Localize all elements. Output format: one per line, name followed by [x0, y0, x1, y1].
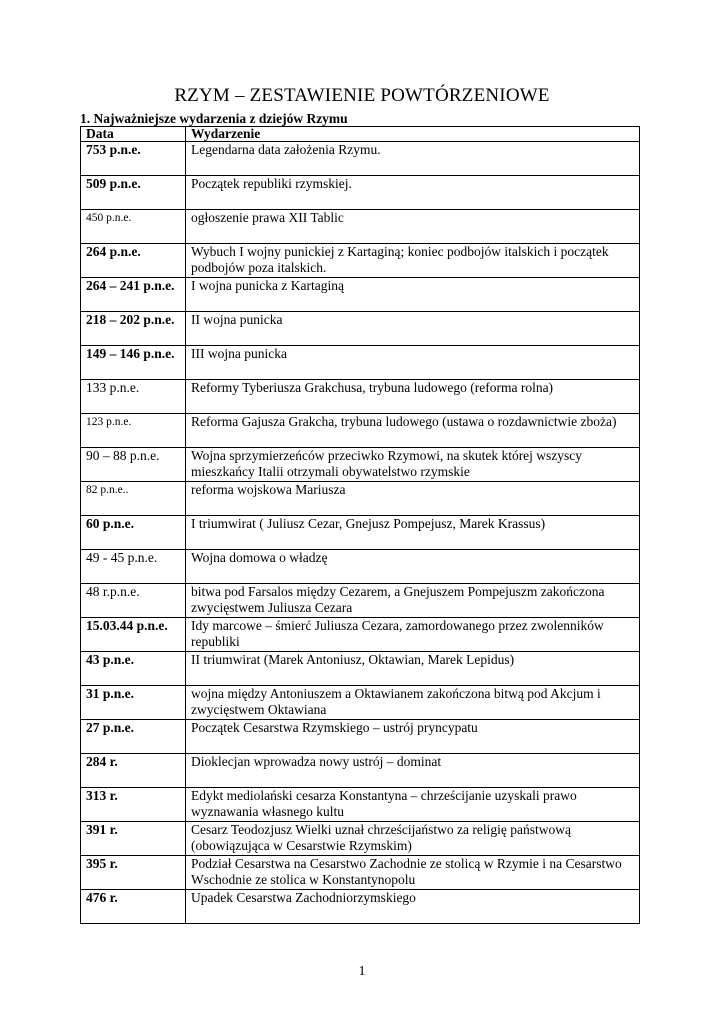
- table-row: [81, 550, 640, 584]
- row-date: 31 p.n.e.: [81, 686, 186, 720]
- table-row: [81, 788, 640, 822]
- table-row: [81, 652, 640, 686]
- row-event: Wojna sprzymierzeńców przeciwko Rzymowi, na skutek której wszyscy mieszkańcy Italii otrzymali obywatelstwo rzymskie: [186, 448, 640, 482]
- row-event: Reforma Gajusza Grakcha, trybuna ludowego (ustawa o rozdawnictwie zboża): [186, 414, 640, 448]
- row-date: 90 – 88 p.n.e.: [81, 448, 186, 482]
- row-event: Cesarz Teodozjusz Wielki uznał chrześcijaństwo za religię państwową (obowiązująca w Cesarstwie Rzymskim): [186, 822, 640, 856]
- row-date: 264 p.n.e.: [81, 244, 186, 278]
- row-date: 391 r.: [81, 822, 186, 856]
- table-header-row: [81, 127, 640, 142]
- row-event: Podział Cesarstwa na Cesarstwo Zachodnie ze stolicą w Rzymie i na Cesarstwo Wschodnie ze stolica w Konstantynopolu: [186, 856, 640, 890]
- table-row: [81, 346, 640, 380]
- table-row: [81, 244, 640, 278]
- table-row: [81, 754, 640, 788]
- row-event: wojna między Antoniuszem a Oktawianem zakończona bitwą pod Akcjum i zwycięstwem Oktawiana: [186, 686, 640, 720]
- row-date: 27 p.n.e.: [81, 720, 186, 754]
- row-event: Wybuch I wojny punickiej z Kartaginą; koniec podbojów italskich i początek podbojów poza italskich.: [186, 244, 640, 278]
- table-row: [81, 142, 640, 176]
- row-event: Upadek Cesarstwa Zachodniorzymskiego: [186, 890, 640, 924]
- row-date: 43 p.n.e.: [81, 652, 186, 686]
- row-event: II wojna punicka: [186, 312, 640, 346]
- row-date: 509 p.n.e.: [81, 176, 186, 210]
- table-row: [81, 686, 640, 720]
- table-row: [81, 312, 640, 346]
- row-event: Reformy Tyberiusza Grakchusa, trybuna ludowego (reforma rolna): [186, 380, 640, 414]
- row-date: 284 r.: [81, 754, 186, 788]
- row-event: Początek republiki rzymskiej.: [186, 176, 640, 210]
- row-date: 48 r.p.n.e.: [81, 584, 186, 618]
- row-event: Legendarna data założenia Rzymu.: [186, 142, 640, 176]
- table-row: [81, 380, 640, 414]
- row-event: Wojna domowa o władzę: [186, 550, 640, 584]
- row-date: 60 p.n.e.: [81, 516, 186, 550]
- row-date: 15.03.44 p.n.e.: [81, 618, 186, 652]
- row-event: I wojna punicka z Kartaginą: [186, 278, 640, 312]
- table-row: [81, 584, 640, 618]
- row-date: 149 – 146 p.n.e.: [81, 346, 186, 380]
- row-date: 476 r.: [81, 890, 186, 924]
- table-row: [81, 890, 640, 924]
- table-row: [81, 856, 640, 890]
- header-event: Wydarzenie: [186, 127, 640, 142]
- row-date: 450 p.n.e.: [81, 210, 186, 244]
- row-date: 264 – 241 p.n.e.: [81, 278, 186, 312]
- events-table: [80, 126, 640, 924]
- table-row: [81, 516, 640, 550]
- row-date: 49 - 45 p.n.e.: [81, 550, 186, 584]
- page-number: 1: [358, 964, 366, 979]
- table-row: [81, 278, 640, 312]
- table-row: [81, 482, 640, 516]
- row-event: ogłoszenie prawa XII Tablic: [186, 210, 640, 244]
- row-event: Idy marcowe – śmierć Juliusza Cezara, zamordowanego przez zwolenników republiki: [186, 618, 640, 652]
- table-row: [81, 414, 640, 448]
- table-row: [81, 448, 640, 482]
- row-date: 395 r.: [81, 856, 186, 890]
- row-date: 133 p.n.e.: [81, 380, 186, 414]
- table-row: [81, 822, 640, 856]
- row-date: 313 r.: [81, 788, 186, 822]
- row-event: I triumwirat ( Juliusz Cezar, Gnejusz Pompejusz, Marek Krassus): [186, 516, 640, 550]
- page-title: RZYM – ZESTAWIENIE POWTÓRZENIOWE: [174, 85, 550, 106]
- table-row: [81, 618, 640, 652]
- row-event: Początek Cesarstwa Rzymskiego – ustrój pryncypatu: [186, 720, 640, 754]
- row-event: bitwa pod Farsalos między Cezarem, a Gnejuszem Pompejuszm zakończona zwycięstwem Juliusza Cezara: [186, 584, 640, 618]
- row-date: 123 p.n.e.: [81, 414, 186, 448]
- row-date: 218 – 202 p.n.e.: [81, 312, 186, 346]
- section-title: 1. Najważniejsze wydarzenia z dziejów Rzymu: [80, 111, 348, 126]
- row-event: Dioklecjan wprowadza nowy ustrój – dominat: [186, 754, 640, 788]
- row-date: 82 p.n.e..: [81, 482, 186, 516]
- row-event: II triumwirat (Marek Antoniusz, Oktawian, Marek Lepidus): [186, 652, 640, 686]
- row-event: III wojna punicka: [186, 346, 640, 380]
- table-row: [81, 176, 640, 210]
- table-row: [81, 720, 640, 754]
- header-date: Data: [81, 127, 186, 142]
- table-row: [81, 210, 640, 244]
- row-date: 753 p.n.e.: [81, 142, 186, 176]
- row-event: reforma wojskowa Mariusza: [186, 482, 640, 516]
- row-event: Edykt mediolański cesarza Konstantyna – chrześcijanie uzyskali prawo wyznawania własnego kultu: [186, 788, 640, 822]
